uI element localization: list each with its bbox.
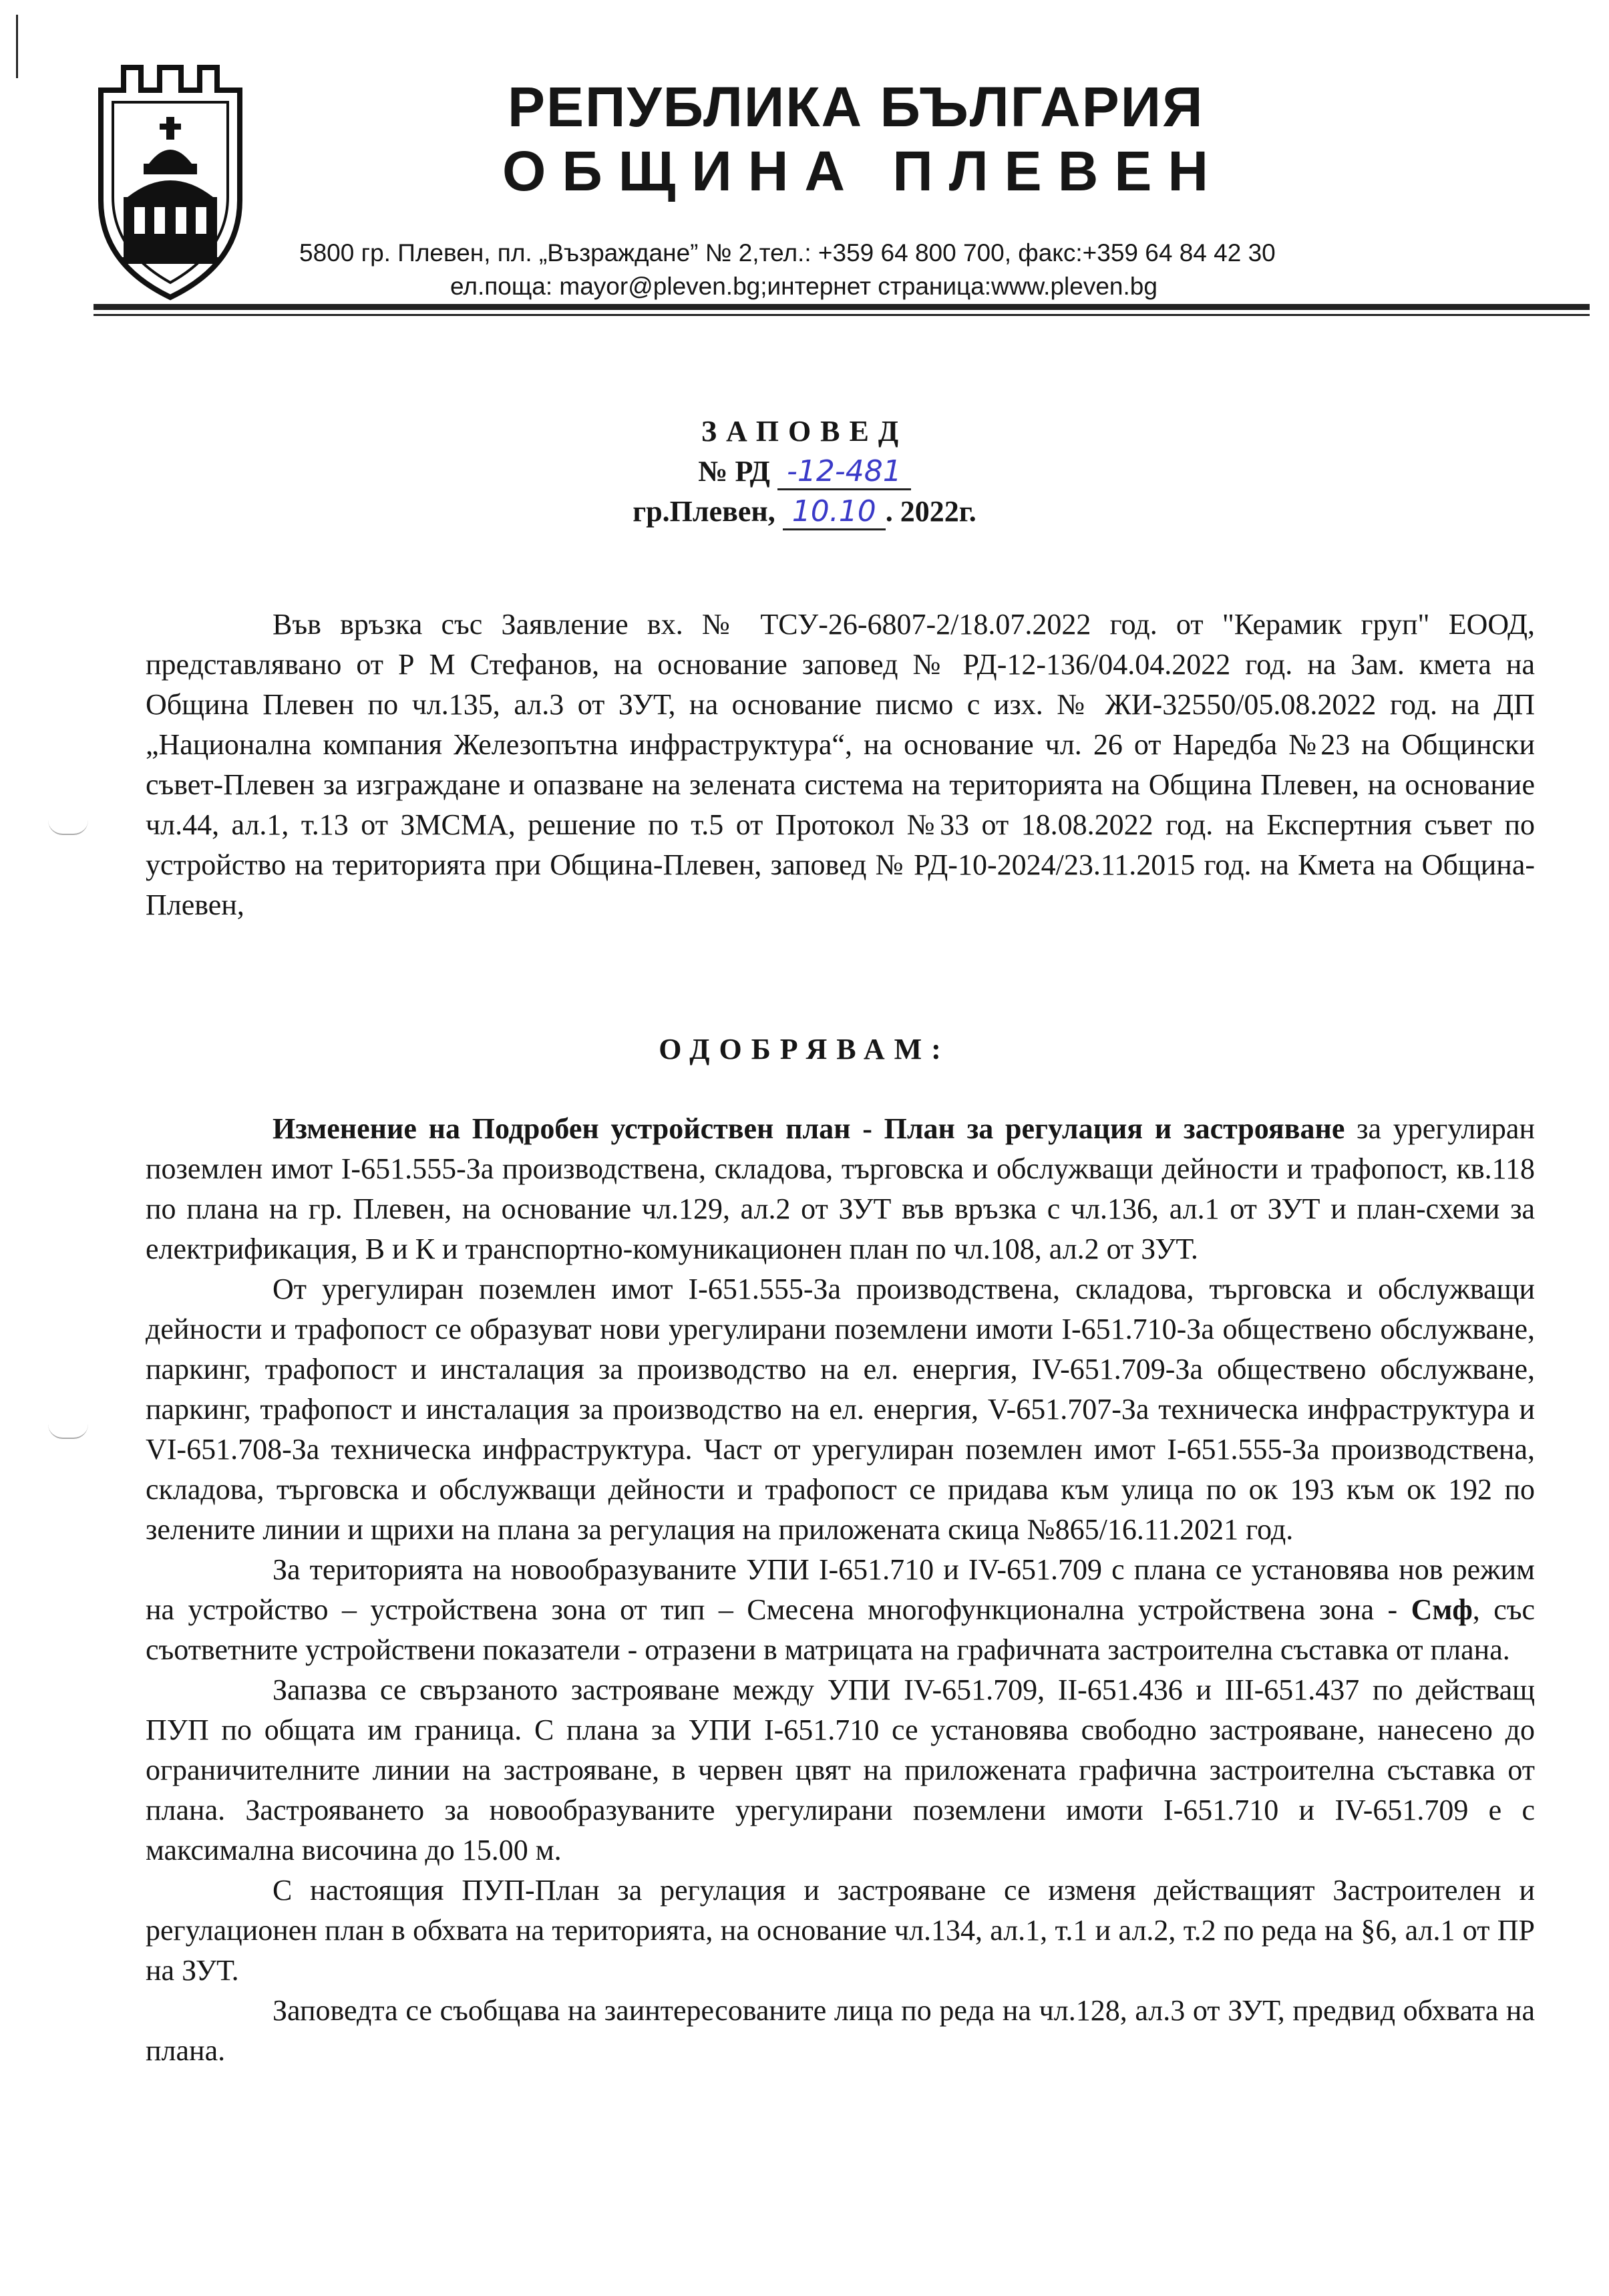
paragraph-3-bold: Смф: [1411, 1593, 1473, 1626]
order-number-handwritten: -12-481: [777, 454, 911, 490]
order-date: [0, 494, 1609, 530]
punch-hole-mark-top: [48, 820, 88, 835]
header-municipality: ОБЩИНА ПЛЕВЕН: [502, 140, 1225, 202]
approve-heading: ОДОБРЯВАМ:: [659, 1033, 950, 1065]
preamble-paragraph: Във връзка със Заявление вх. № ТСУ-26-6807-2/18.07.2022 год. от "Керамик груп" ЕООД, представлявано от Р М Стефанов, на основание заповед № РД-12-136/04.04.2022 год. на Зам. кмета на Община Плевен по чл.135, ал.3 от ЗУТ, на основание писмо с изх. № ЖИ-32550/05.08.2022 год. на ДП „Национална компания Железопътна инфраструктура“, на основание чл. 26 от Наредба №23 на Общински съвет-Плевен за изграждане и опазване на зелената система на територията на Община Плевен, на основание чл.44, ал.1, т.13 от ЗМСМА, решение по т.5 от Протокол №33 от 18.08.2022 год. на Експертния съвет по устройство на територията при Община-Плевен, заповед № РД-10-2024/23.11.2015 год. на Кмета на Община-Плевен,: [146, 608, 1535, 921]
order-year: . 2022г.: [885, 495, 976, 528]
paragraph-5: С настоящия ПУП-План за регулация и застрояване се изменя действащият Застроителен и регулационен план в обхвата на територията, на основание чл.134, ал.1, т.1 и ал.2, т.2 по реда на §6, ал.1 от ПР на ЗУТ.: [146, 1874, 1535, 1987]
header-contact: ел.поща: mayor@pleven.bg;интернет страница:www.pleven.bg: [450, 273, 1157, 300]
order-date-handwritten: 10.10: [783, 494, 886, 530]
paragraph-1-text: за урегулиран поземлен имот І-651.555-За производствена, складова, търговска и обслужващи дейности и трафопост, кв.118 по плана на гр. Плевен, на основание чл.129, ал.2 от ЗУТ във връзка с чл.136, ал.1 от ЗУТ и план-схеми за електрификация, В и К и транспортно-комуникационен план по чл.108, ал.2 от ЗУТ.: [146, 1112, 1535, 1265]
header-divider-thick: [94, 304, 1590, 310]
paragraph-3-text-a: За територията на новообразуваните УПИ І-651.710 и ІV-651.709 с плана се установява нов режим на устройство – устройствена зона от тип – Смесена многофункционална устройствена зона -: [146, 1553, 1535, 1626]
paragraph-1-bold: Изменение на Подробен устройствен план - План за регулация и застрояване: [273, 1112, 1345, 1145]
paragraph-2: От урегулиран поземлен имот І-651.555-За производствена, складова, търговска и обслужващи дейности и трафопост се образуват нови урегулирани поземлени имоти І-651.710-За обществено обслужване, паркинг, трафопост и инсталация за производство на ел. енергия, ІV-651.709-За обществено обслужване, паркинг, трафопост и инсталация за производство на ел. енергия, V-651.707-За техническа инфраструктура и VІ-651.708-За техническа инфраструктура. Част от урегулиран поземлен имот І-651.555-За производствена, складова, търговска и обслужващи дейности и трафопост се придава към улица по ок 193 към ок 192 по зелените линии и щрихи на плана за регулация на приложената скица №865/16.11.2021 год.: [146, 1273, 1535, 1546]
header-country: РЕПУБЛИКА БЪЛГАРИЯ: [508, 75, 1204, 138]
order-number-prefix: № РД: [698, 455, 770, 488]
paragraph-6: Заповедта се съобщава на заинтересованите лица по реда на чл.128, ал.3 от ЗУТ, предвид обхвата на плана.: [146, 1994, 1535, 2067]
order-number: [0, 454, 1609, 490]
paragraph-3: [146, 1550, 1535, 1670]
punch-hole-mark-bottom: [48, 1424, 88, 1439]
order-city: гр.Плевен,: [633, 495, 775, 528]
order-title: ЗАПОВЕД: [701, 415, 908, 448]
pleven-coat-of-arms-logo: [97, 63, 244, 301]
approval-body: [146, 1109, 1535, 2071]
scan-mark: [16, 15, 18, 78]
preamble-block: [146, 605, 1535, 925]
header-address: 5800 гр. Плевен, пл. „Възраждане” № 2,тел.: +359 64 800 700, факс:+359 64 84 42 30: [299, 239, 1276, 267]
paragraph-1: [146, 1109, 1535, 1269]
paragraph-4: Запазва се свързаното застрояване между УПИ ІV-651.709, ІІ-651.436 и ІІІ-651.437 по действащ ПУП по общата им граница. С плана за УПИ І-651.710 се установява свободно застрояване, нанесено до ограничителните линии на застрояване, в червен цвят на приложената графична застроителна съставка от плана. Застрояването за новообразуваните урегулирани поземлени имоти І-651.710 и ІV-651.709 е с максимална височина до 15.00 м.: [146, 1673, 1535, 1866]
paragraph-3-text-b: , със съответните устройствени показатели - отразени в матрицата на графичната застроителна съставка от плана.: [146, 1593, 1536, 1666]
header-divider-thin: [94, 314, 1590, 316]
